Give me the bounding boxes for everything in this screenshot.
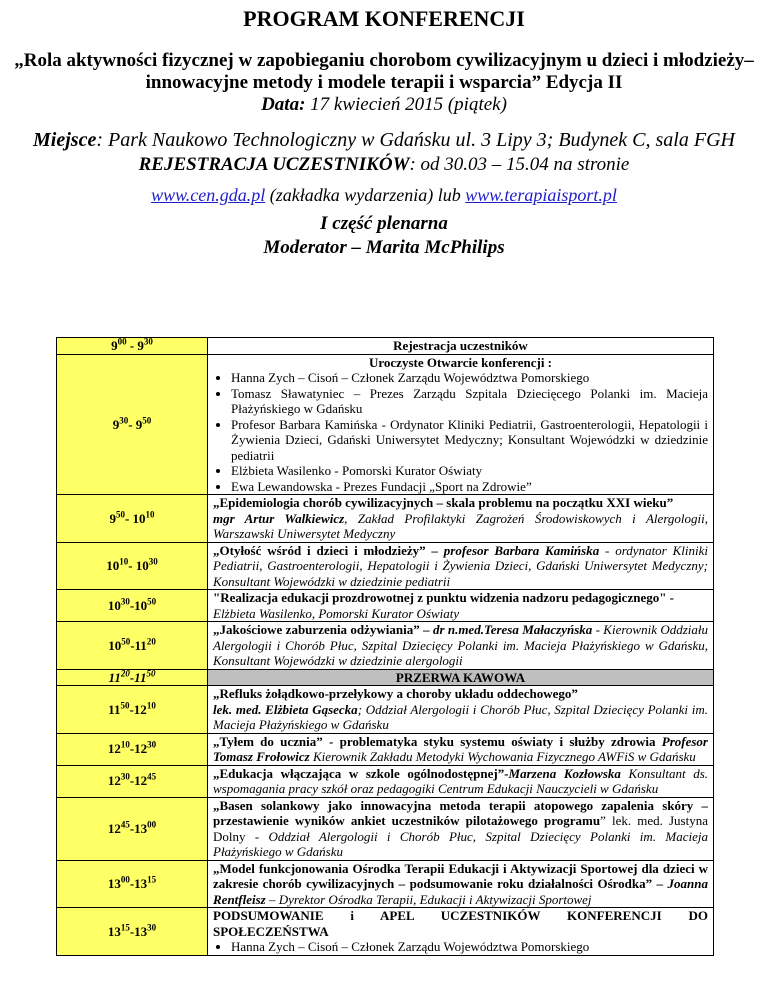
list-item: • Hanna Zych – Cisoń – Członek Zarządu Województwa Pomorskiego — [231, 939, 708, 955]
registration-info — [0, 153, 768, 177]
event-cell — [208, 797, 714, 860]
event-speaker: Profesor Tomasz Frołowicz — [213, 733, 708, 764]
event-cell — [208, 354, 714, 495]
time-cell: $11^{20}-11^{50}$ — [57, 669, 208, 686]
event-title: „Jakościowe zaburzenia odżywiania” — [213, 622, 420, 637]
event-title: „Tyłem do ucznia” - problematyka styku systemu oświaty i służby zdrowia — [213, 733, 656, 749]
event-title: „Model funkcjonowania Ośrodka Terapii Edukacji i Aktywizacji Sportowej dla dzieci w zakresie chorób cywilizacyjnych – podsumowanie roku działalności Ośrodka” — [213, 860, 708, 891]
time-cell: $10^{50}-11^{20}$ — [57, 622, 208, 670]
table-row — [57, 338, 714, 355]
list-item: • Profesor Barbara Kamińska - Ordynator Kliniki Pediatrii, Gastroenterologii, Hepatologii i Żywienia Dzieci, Gdański Uniwersytet Medyczny; Konsultant Wojewódzki w dziedzinie pediatrii — [231, 417, 708, 464]
link-cen[interactable]: www.cen.gda.pl — [151, 185, 266, 205]
event-speaker: -Marzena Kozłowska — [504, 765, 621, 781]
event-cell — [208, 622, 714, 670]
speaker-list — [213, 370, 708, 494]
event-detail: Kierownik Zakładu Metodyki Wychowania Fizycznego AWFiS w Gdańsku — [309, 749, 696, 764]
place-label: Miejsce — [33, 129, 97, 151]
event-detail: ; Oddział Alergologii i Chorób Płuc, Szpital Dziecięcy Polanki im. Macieja Płażyńskiego w Gdańsku — [213, 701, 708, 732]
table-row — [57, 797, 714, 860]
event-detail: - ordynator Kliniki Pediatrii, Gastroenterologii, Hepatologii i Żywienia Dzieci, Gdański Uniwersytet Medyczny; Konsultant Wojewódzki w dziedzinie pediatrii — [213, 542, 708, 589]
table-row — [57, 686, 714, 734]
event-title: „Basen solankowy jako innowacyjna metoda terapii atopowego zapalenia skóry – przestawienie wyników ankiet uczestników pilotażowego programu — [213, 797, 708, 828]
time-cell: $9^{50}-$ $10^{10}$ — [57, 495, 208, 543]
registration-label: REJESTRACJA UCZESTNIKÓW — [138, 154, 410, 175]
date-value: 17 kwiecień 2015 (piątek) — [310, 94, 507, 115]
event-speaker: – profesor Barbara Kamińska — [425, 542, 600, 558]
table-row — [57, 669, 714, 686]
registration-links — [0, 184, 768, 206]
table-row — [57, 542, 714, 590]
table-row — [57, 622, 714, 670]
table-row — [57, 733, 714, 765]
table-row — [57, 765, 714, 797]
event-title: PODSUMOWANIE i APEL UCZESTNIKÓW KONFERENCJI DO SPOŁECZEŃSTWA — [213, 908, 708, 939]
event-detail: Elżbieta Wasilenko, Pomorski Kurator Oświaty — [213, 605, 460, 621]
event-title: „Edukacja włączająca w szkole ogólnodostępnej” — [213, 765, 505, 781]
time-cell: $13^{15}-13^{30}$ — [57, 908, 208, 956]
event-detail: - Kierownik Oddziału Alergologii i Chorób Płuc, Szpital Dziecięcy Polanki im. Macieja Płażyńskiego w Gdańsku, Konsultant Wojewódzki w dziedzinie alergologii — [213, 622, 708, 668]
event-detail: Konsultant ds. wspomagania pracy szkół oraz pedagogiki Centrum Edukacji Nauczycieli w Gdańsku — [213, 765, 709, 796]
date-label: Data: — [261, 94, 306, 115]
event-cell — [208, 908, 714, 956]
event-title: „Refluks żołądkowo-przełykowy a choroby układu oddechowego” — [213, 686, 578, 701]
table-row — [57, 908, 714, 956]
event-cell — [208, 669, 714, 686]
place-value: : Park Naukowo Technologiczny w Gdańsku ul. 3 Lipy 3; Budynek C, sala FGH — [96, 129, 735, 151]
coffee-break: PRZERWA KAWOWA — [395, 669, 526, 685]
conference-subtitle: „Rola aktywności fizycznej w zapobieganiu chorobom cywilizacyjnym u dzieci i młodzieży– innowacyjne metody i modele terapii i wsparcia” Edycja II — [14, 50, 754, 93]
event-speaker: lek. med. Elżbieta Gąsecka — [213, 701, 358, 717]
time-cell: $12^{45}-13^{00}$ — [57, 797, 208, 860]
event-cell — [208, 542, 714, 590]
registration-value: : od 30.03 – 15.04 na stronie — [409, 154, 630, 175]
table-row — [57, 860, 714, 908]
event-detail: , Zakład Profilaktyki Zagrożeń Środowiskowych i Alergologii, Warszawski Uniwersytet Medyczny — [213, 510, 708, 541]
links-separator: (zakładka wydarzenia) lub — [265, 185, 466, 205]
list-item: • Ewa Lewandowska - Prezes Fundacji „Sport na Zdrowie” — [231, 479, 708, 495]
event-title: "Realizacja edukacji prozdrowotnej z punktu widzenia nadzoru pedagogicznego" - — [213, 590, 675, 605]
event-title: „Epidemiologia chorób cywilizacyjnych – skala problemu na początku XXI wieku” — [213, 495, 674, 510]
event-title: Rejestracja uczestników — [393, 338, 528, 353]
time-cell: $9^{30}-$ $9^{50}$ — [57, 354, 208, 495]
conference-place — [0, 128, 768, 153]
event-cell — [208, 338, 714, 355]
table-row — [57, 354, 714, 495]
list-item: • Tomasz Sławatyniec – Prezes Zarządu Szpitala Dziecięcego Polanki im. Macieja Płażyńskiego w Gdańsku — [231, 386, 708, 417]
session-title: I część plenarna — [320, 213, 448, 234]
time-cell: $9^{00} - 9^{30}$ — [57, 338, 208, 355]
page-title: PROGRAM KONFERENCJI — [243, 6, 525, 31]
event-title: „Otyłość wśród i dzieci i młodzieży” — [213, 542, 426, 558]
event-cell — [208, 590, 714, 622]
time-cell: $13^{00}-13^{15}$ — [57, 860, 208, 908]
speaker-list — [213, 939, 708, 955]
event-speaker: – Joanna Rentfleisz — [213, 876, 708, 907]
time-cell: $11^{50}-12^{10}$ — [57, 686, 208, 734]
event-cell — [208, 686, 714, 734]
link-terapiaisport[interactable]: www.terapiaisport.pl — [465, 185, 617, 205]
schedule-table — [56, 337, 714, 956]
event-detail: Oddział Alergologii i Chorób Płuc, Szpital Dziecięcy Polanki im. Macieja Płażyńskiego w Gdańsku — [213, 828, 708, 859]
time-cell: $12^{10}-12^{30}$ — [57, 733, 208, 765]
time-cell: $10^{30}-10^{50}$ — [57, 590, 208, 622]
event-cell — [208, 495, 714, 543]
event-speaker: – dr n.med.Teresa Małaczyńska — [419, 622, 593, 637]
event-detail: – Dyrektor Ośrodka Terapii, Edukacji i Aktywizacji Sportowej — [265, 891, 592, 907]
table-row — [57, 495, 714, 543]
event-cell — [208, 765, 714, 797]
list-item: • Elżbieta Wasilenko - Pomorski Kurator Oświaty — [231, 463, 708, 479]
list-item: • Hanna Zych – Cisoń – Członek Zarządu Województwa Pomorskiego — [231, 370, 708, 386]
event-speaker: mgr Artur Walkiewicz — [213, 510, 345, 526]
moderator: Moderator – Marita McPhilips — [263, 237, 505, 258]
event-cell — [208, 733, 714, 765]
event-cell — [208, 860, 714, 908]
time-cell: $10^{10}-$ $10^{30}$ — [57, 542, 208, 590]
time-cell: $12^{30}-12^{45}$ — [57, 765, 208, 797]
document-header — [0, 0, 768, 260]
table-row — [57, 590, 714, 622]
conference-date — [0, 94, 768, 116]
event-speaker: ” lek. med. Justyna Dolny - — [213, 813, 708, 844]
event-title: Uroczyste Otwarcie konferencji : — [368, 354, 553, 370]
